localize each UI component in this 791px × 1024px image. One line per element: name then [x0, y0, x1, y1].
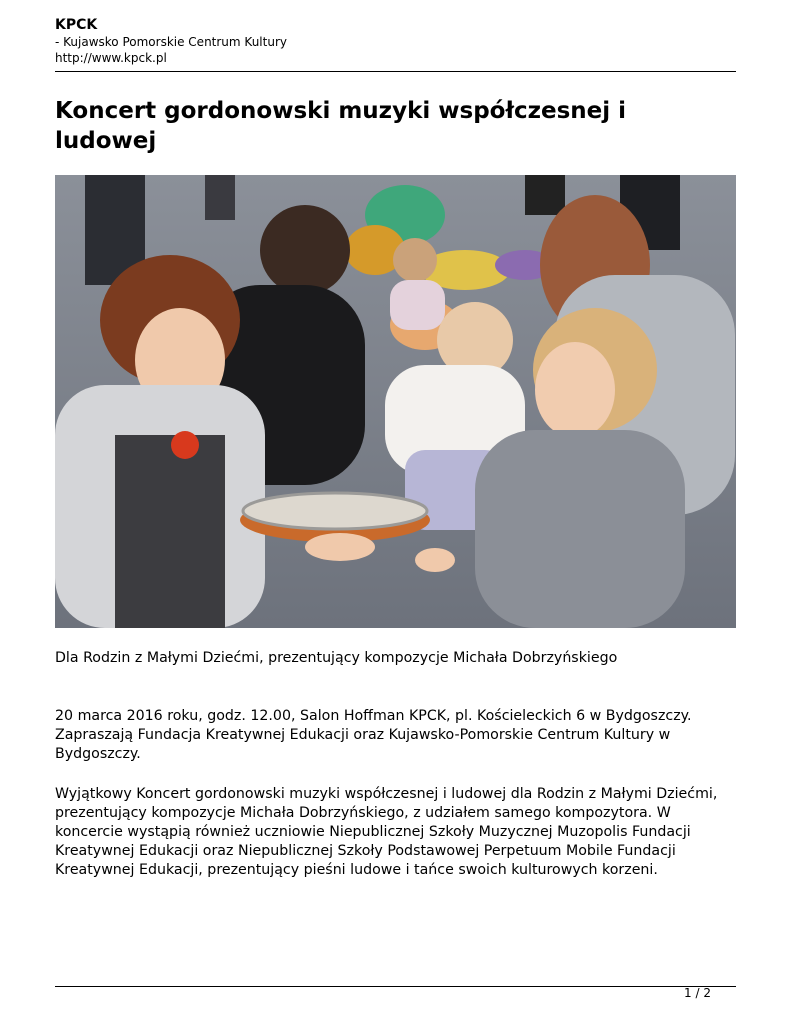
header-divider [55, 71, 736, 72]
footer-divider [55, 986, 736, 987]
article-paragraph-2: Wyjątkowy Koncert gordonowski muzyki współczesnej i ludowej dla Rodzin z Małymi Dziećmi, prezentujący kompozycje Michała Dobrzyńskiego, z udziałem samego kompozytora. W koncercie wystąpią również uczniowie Niepublicznej Szkoły Muzycznej Muzopolis Fundacji Kreatywnej Edukacji oraz Niepublicznej Szkoły Podstawowej Perpetuum Mobile Fundacji Kreatywnej Edukacji, prezentujący pieśni ludowe i tańce swoich kulturowych korzeni. [55, 786, 718, 878]
photo-illustration [55, 175, 736, 628]
page-indicator: 1 / 2 [684, 986, 711, 1000]
article-title: Koncert gordonowski muzyki współczesnej i ludowej [55, 98, 627, 154]
article-paragraph-1: 20 marca 2016 roku, godz. 12.00, Salon Hoffman KPCK, pl. Kościeleckich 6 w Bydgoszczy. Zapraszają Fundacja Kreatywnej Edukacji oraz Kujawsko-Pomorskie Centrum Kultury w Bydgoszczy. [55, 708, 692, 762]
site-subtitle: - Kujawsko Pomorskie Centrum Kultury [55, 35, 287, 49]
site-name: KPCK [55, 17, 98, 33]
article-lead: Dla Rodzin z Małymi Dziećmi, prezentujący kompozycje Michała Dobrzyńskiego [55, 650, 618, 666]
article-photo [55, 175, 736, 628]
document-header [55, 17, 736, 66]
site-url[interactable]: http://www.kpck.pl [55, 51, 167, 65]
